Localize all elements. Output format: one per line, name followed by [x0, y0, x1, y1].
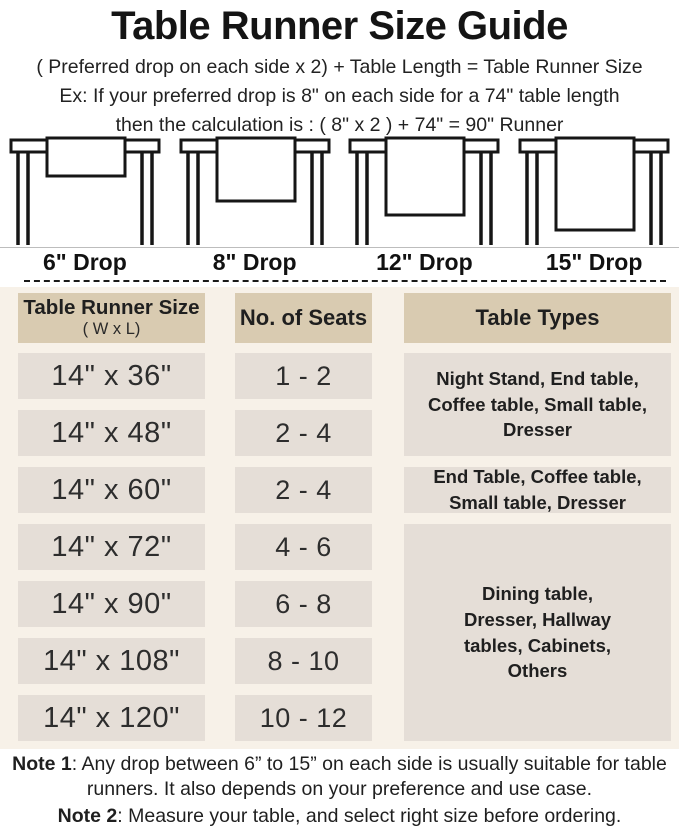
seats-cell-row3: 2 - 4 [235, 467, 372, 513]
drop-label-6: 6" Drop [43, 249, 127, 275]
page-title: Table Runner Size Guide [111, 4, 568, 48]
seats-cell-row4: 4 - 6 [235, 524, 372, 570]
dashed-separator [24, 280, 666, 282]
drop-labels [0, 249, 679, 279]
note-2-label: Note 2 [57, 804, 118, 826]
size-cell-14x120: 14" x 120" [18, 695, 205, 741]
size-cell-14x48: 14" x 48" [18, 410, 205, 456]
size-cell-14x108: 14" x 108" [18, 638, 205, 684]
drop-label-12: 12" Drop [376, 249, 473, 275]
runner-drape [217, 138, 295, 201]
table-with-runner-drawing [510, 136, 678, 247]
note-1-label: Note 1 [12, 753, 72, 775]
drop-illustrations [0, 136, 679, 247]
seats-cell-row5: 6 - 8 [235, 581, 372, 627]
table-illustration-12-drop [340, 136, 510, 247]
types-cell-large-tables: Dining table, Dresser, Hallway tables, Cabinets, Others [404, 524, 671, 741]
header-no-of-seats: No. of Seats [235, 293, 372, 343]
seats-cell-row6: 8 - 10 [235, 638, 372, 684]
table-with-runner-drawing [171, 136, 339, 247]
runner-drape [556, 138, 634, 230]
header-runner-size-units: ( W x L) [82, 320, 141, 339]
example-line-2: then the calculation is : ( 8" x 2 ) + 74" = 90" Runner [115, 114, 564, 136]
size-guide-table [0, 287, 679, 749]
seats-cell-row7: 10 - 12 [235, 695, 372, 741]
table-illustration-15-drop [509, 136, 679, 247]
types-cell-medium-tables: End Table, Coffee table, Small table, Dresser [404, 467, 671, 513]
table-illustration-8-drop [170, 136, 340, 247]
notes-section [0, 750, 679, 826]
note-2-text: : Measure your table, and select right size before ordering. [117, 804, 622, 826]
header-runner-size-title: Table Runner Size [23, 296, 200, 320]
size-cell-14x90: 14" x 90" [18, 581, 205, 627]
size-cell-14x72: 14" x 72" [18, 524, 205, 570]
table-illustration-6-drop [0, 136, 170, 247]
size-cell-14x60: 14" x 60" [18, 467, 205, 513]
header-section [0, 0, 679, 137]
table-with-runner-drawing [340, 136, 508, 247]
formula-line: ( Preferred drop on each side x 2) + Table Length = Table Runner Size [36, 56, 643, 78]
runner-drape [386, 138, 464, 215]
types-cell-small-tables: Night Stand, End table, Coffee table, Small table, Dresser [404, 353, 671, 456]
header-table-types: Table Types [404, 293, 671, 343]
drop-label-15: 15" Drop [545, 249, 643, 275]
runner-drape [47, 138, 125, 176]
drop-label-8: 8" Drop [212, 249, 297, 275]
seats-cell-row2: 2 - 4 [235, 410, 372, 456]
size-cell-14x36: 14" x 36" [18, 353, 205, 399]
header-runner-size [18, 293, 205, 343]
thin-divider-line [0, 247, 679, 248]
seats-cell-row1: 1 - 2 [235, 353, 372, 399]
note-1-text: : Any drop between 6” to 15” on each side is usually suitable for table runners. It also depends on your preference and use case. [71, 753, 667, 800]
note-2 [0, 804, 679, 826]
table-with-runner-drawing [1, 136, 169, 247]
example-line-1: Ex: If your preferred drop is 8" on each side for a 74" table length [59, 85, 620, 107]
note-1 [0, 752, 679, 802]
